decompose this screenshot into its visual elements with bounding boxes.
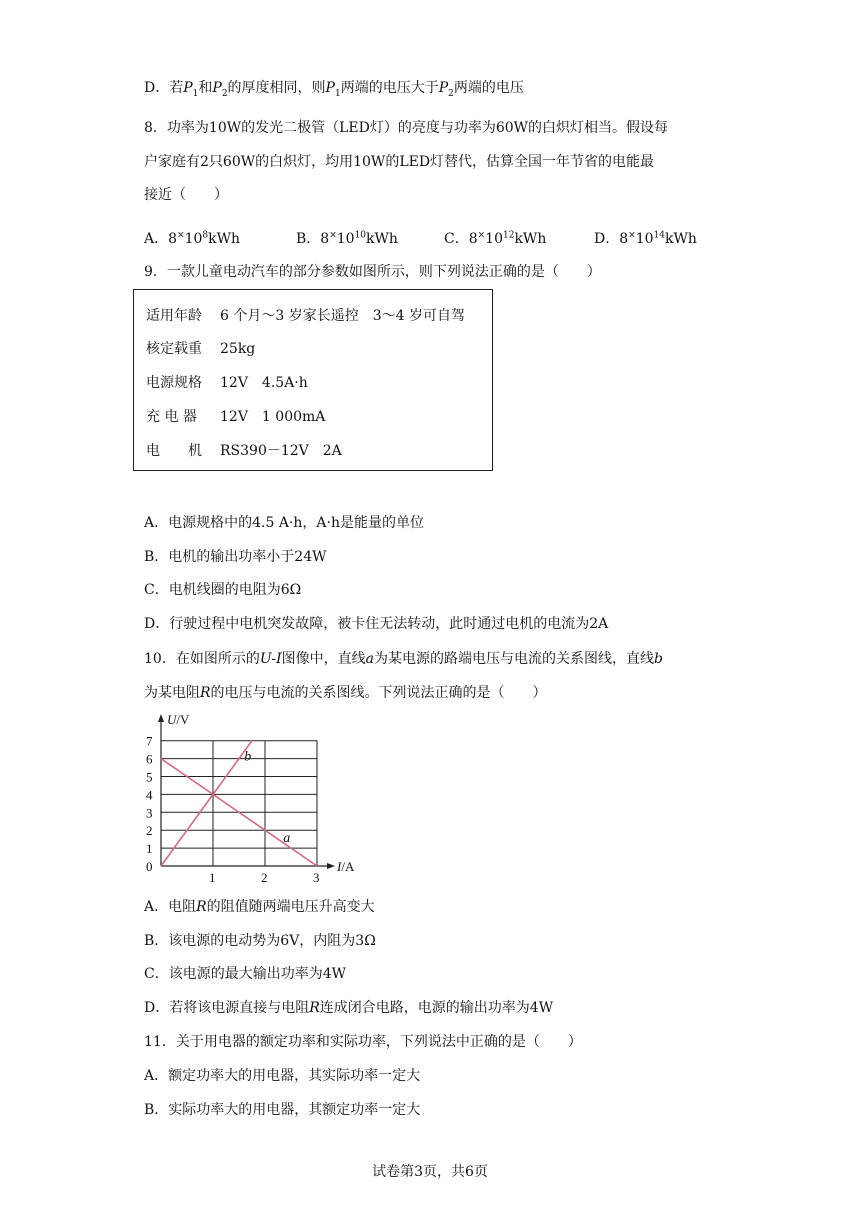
q10-stem-line1: 10．在如图所示的U-I图像中，直线a为某电源的路端电压与电流的关系图线，直线b: [144, 651, 663, 667]
graph-axes: [158, 714, 335, 869]
q8-option-d: D．$8^\times 10^{14}kWh$: [594, 230, 697, 247]
ui-graph: [140, 712, 370, 882]
graph-lines: [161, 741, 317, 866]
q10-option-b: B．该电源的电动势为6V，内阻为3Ω: [144, 933, 376, 949]
x-tick-label: 0: [146, 859, 153, 874]
page-footer: 试卷第3页，共6页: [372, 1164, 488, 1180]
spec-value: 12V 4.5A·h: [220, 375, 308, 391]
q10-option-a: A．电阻R的阻值随两端电压升高变大: [144, 899, 375, 915]
q9-option-d: D．行驶过程中电机突发故障，被卡住无法转动，此时通过电机的电流为2A: [144, 616, 609, 632]
y-axis-title: U/V: [167, 712, 190, 727]
q10-stem-line2: 为某电阻R的电压与电流的关系图线。下列说法正确的是（ ）: [144, 685, 547, 701]
spec-row: [146, 406, 325, 426]
y-tick-label: 7: [146, 733, 153, 749]
spec-table: [133, 289, 493, 471]
q8-option-b: B．$8^\times 10^{10}kWh$: [296, 230, 398, 247]
spec-key: 电 机: [146, 443, 202, 459]
q8-option-c: C．$8^\times 10^{12}kWh$: [444, 230, 547, 247]
q11-option-b: B．实际功率大的用电器，其额定功率一定大: [144, 1102, 421, 1118]
q10-option-d: D．若将该电源直接与电阻R连成闭合电路，电源的输出功率为4W: [144, 1000, 554, 1016]
q9-stem: 9．一款儿童电动汽车的部分参数如图所示，则下列说法正确的是（ ）: [144, 264, 601, 280]
spec-value: 12V 1 000mA: [220, 409, 326, 425]
x-axis-arrow: [327, 863, 335, 869]
x-tick-label: 1: [209, 870, 216, 882]
spec-key: 适用年龄: [146, 308, 202, 324]
spec-row: [146, 305, 465, 325]
q10-option-c: C．该电源的最大输出功率为4W: [144, 966, 347, 982]
series-line-b: [161, 741, 252, 866]
spec-key: 电源规格: [146, 375, 202, 391]
q9-option-a: A．电源规格中的4.5 A·h，A·h是能量的单位: [144, 515, 424, 531]
y-tick-label: 5: [146, 769, 153, 785]
y-tick-label: 3: [146, 805, 153, 821]
y-tick-label: 1: [146, 841, 153, 857]
y-tick-label: 4: [146, 787, 153, 803]
q9-option-c: C．电机线圈的电阻为6Ω: [144, 582, 302, 598]
q7-option-d: D．若$P_1$和$P_2$的厚度相同，则$P_1$两端的电压大于$P_2$两端的电压: [144, 80, 524, 99]
q11-stem: 11．关于用电器的额定功率和实际功率，下列说法中正确的是（ ）: [144, 1034, 582, 1050]
spec-key: 充 电 器: [146, 409, 197, 425]
q8-option-a: A．$8^\times 10^8kWh$: [144, 230, 241, 247]
x-tick-label: 3: [313, 870, 320, 882]
spec-row: [146, 372, 308, 392]
spec-value: RS390－12V 2A: [220, 443, 342, 459]
q8-stem-line2: 户家庭有2只60W的白炽灯，均用10W的LED灯替代，估算全国一年节省的电能最: [144, 154, 655, 170]
x-axis-title: I/A: [337, 859, 355, 874]
spec-value: 6 个月～3 岁家长遥控 3～4 岁可自驾: [220, 308, 465, 324]
q11-option-a: A．额定功率大的用电器，其实际功率一定大: [144, 1068, 421, 1084]
y-tick-label: 6: [146, 751, 153, 767]
q9-option-b: B．电机的输出功率小于24W: [144, 549, 327, 565]
q8-stem-line1: 8．功率为10W的发光二极管（LED灯）的亮度与功率为60W的白炽灯相当。假设每: [144, 120, 669, 136]
graph-labels: [146, 712, 355, 882]
y-axis-arrow: [158, 714, 164, 722]
series-label-b: b: [244, 749, 252, 765]
q8-stem-line3: 接近（ ）: [144, 187, 228, 203]
x-tick-label: 2: [261, 870, 268, 882]
spec-row: [146, 440, 342, 460]
spec-key: 核定载重: [146, 341, 202, 357]
y-tick-label: 2: [146, 823, 153, 839]
spec-value: 25kg: [220, 341, 256, 357]
spec-row: [146, 338, 255, 358]
series-label-a: a: [283, 830, 291, 846]
